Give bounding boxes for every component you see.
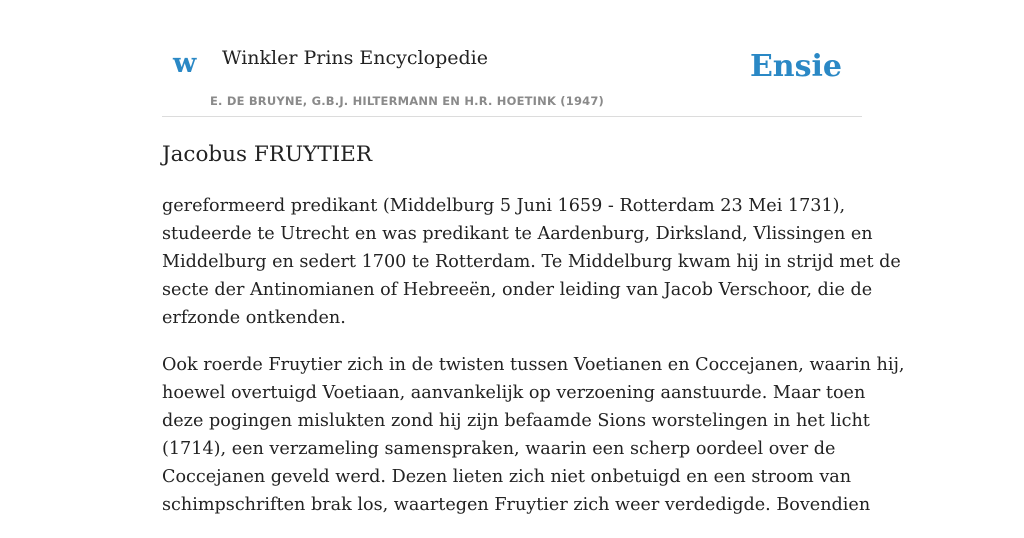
text-line: Middelburg en sedert 1700 te Rotterdam. Te Middelburg kwam hij in strijd met de: [162, 252, 901, 272]
paragraph: [162, 351, 905, 519]
encyclopedia-authors: E. DE BRUYNE, G.B.J. HILTERMANN EN H.R. HOETINK (1947): [210, 94, 605, 108]
text-line: Ook roerde Fruytier zich in de twisten tussen Voetianen en Coccejanen, waarin hij,: [162, 355, 905, 375]
encyclopedia-logo[interactable]: w: [173, 48, 197, 79]
text-line: gereformeerd predikant (Middelburg 5 Juni 1659 - Rotterdam 23 Mei 1731),: [162, 196, 846, 216]
article-title: Jacobus FRUYTIER: [162, 142, 373, 167]
header: [162, 0, 862, 117]
text-line: deze pogingen mislukten zond hij zijn befaamde Sions worstelingen in het licht: [162, 411, 870, 431]
text-line: (1714), een verzameling samenspraken, waarin een scherp oordeel over de: [162, 439, 836, 459]
paragraph: [162, 192, 901, 332]
text-line: studeerde te Utrecht en was predikant te Aardenburg, Dirksland, Vlissingen en: [162, 224, 873, 244]
text-line: Coccejanen geveld werd. Dezen lieten zich niet onbetuigd en een stroom van: [162, 467, 852, 487]
page: [162, 0, 905, 515]
text-line: hoewel overtuigd Voetiaan, aanvankelijk op verzoening aanstuurde. Maar toen: [162, 383, 866, 403]
text-line: secte der Antinomianen of Hebreeën, onder leiding van Jacob Verschoor, die de: [162, 280, 873, 300]
text-line: erfzonde ontkenden.: [162, 308, 346, 328]
text-line: schimpschriften brak los, waartegen Fruytier zich weer verdedigde. Bovendien: [162, 495, 871, 515]
article-body: [162, 192, 905, 538]
encyclopedia-title[interactable]: Winkler Prins Encyclopedie: [222, 47, 488, 69]
ensie-brand-link[interactable]: Ensie: [749, 49, 842, 84]
